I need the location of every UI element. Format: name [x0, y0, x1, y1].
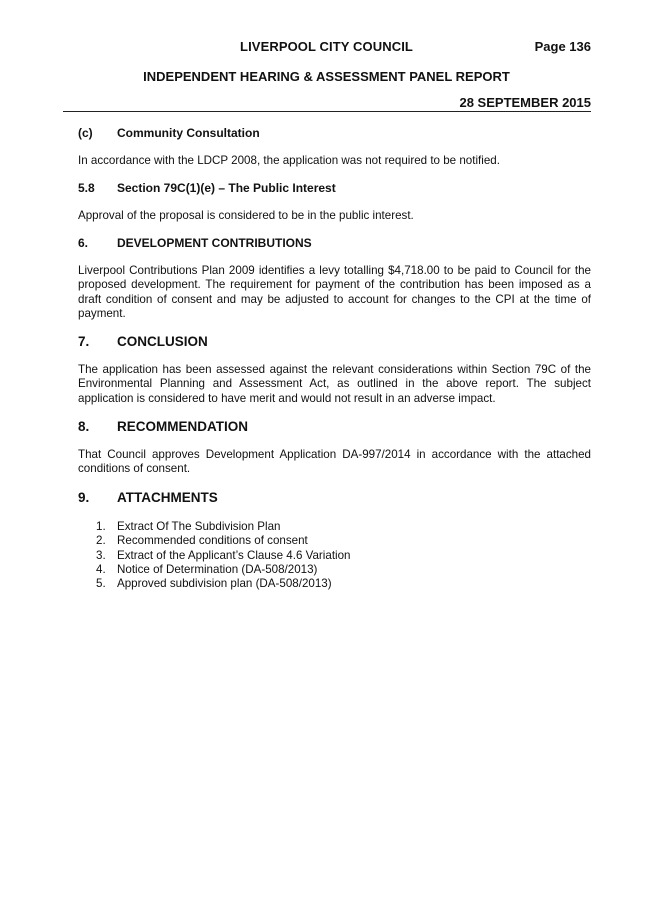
- section-heading-conclusion: [78, 334, 208, 349]
- section-title: DEVELOPMENT CONTRIBUTIONS: [117, 236, 312, 250]
- community-consultation-text: In accordance with the LDCP 2008, the application was not required to be notified.: [78, 154, 500, 167]
- section-heading-public-interest: [78, 181, 336, 195]
- header-divider: [63, 111, 591, 112]
- section-title: Community Consultation: [117, 126, 260, 140]
- recommendation-text: That Council approves Development Application DA-997/2014 in accordance with the attached conditions of consent.: [78, 448, 591, 476]
- section-title: Section 79C(1)(e) – The Public Interest: [117, 181, 336, 195]
- section-heading-development-contributions: [78, 236, 312, 250]
- list-item: 1. Extract Of The Subdivision Plan: [96, 520, 281, 533]
- section-heading-attachments: [78, 490, 218, 505]
- list-item: 5. Approved subdivision plan (DA-508/2013): [96, 577, 332, 591]
- conclusion-text: The application has been assessed against the relevant considerations within Section 79C of the Environmental Planning and Assessment Act, as outlined in the above report. The subject application is considered to have merit and would not result in an adverse impact.: [78, 363, 591, 405]
- section-heading-community-consultation: [78, 126, 260, 140]
- section-number: 8.: [78, 419, 90, 434]
- section-number: 9.: [78, 490, 90, 505]
- section-title: RECOMMENDATION: [117, 419, 248, 434]
- section-number: 6.: [78, 236, 89, 250]
- list-item: 4. Notice of Determination (DA-508/2013): [96, 562, 318, 576]
- section-heading-recommendation: [78, 419, 248, 434]
- section-number: (c): [78, 126, 93, 140]
- section-title: CONCLUSION: [117, 334, 208, 349]
- council-name: LIVERPOOL CITY COUNCIL: [240, 39, 413, 54]
- attachments-list: [96, 520, 351, 591]
- page-number: Page 136: [534, 39, 591, 54]
- report-date: 28 SEPTEMBER 2015: [459, 95, 591, 110]
- list-item: 3. Extract of the Applicant’s Clause 4.6 Variation: [96, 548, 351, 562]
- section-number: 7.: [78, 334, 90, 349]
- section-title: ATTACHMENTS: [117, 490, 218, 505]
- public-interest-text: Approval of the proposal is considered to be in the public interest.: [78, 209, 414, 222]
- development-contributions-text: Liverpool Contributions Plan 2009 identifies a levy totalling $4,718.00 to be paid to Council for the proposed development. The requirement for payment of the contribution has been imposed as a draft condition of consent and may be adjusted to account for changes to the CPI at the time of payment.: [78, 264, 591, 320]
- list-item: 2. Recommended conditions of consent: [96, 534, 308, 548]
- section-number: 5.8: [78, 181, 95, 195]
- report-title: INDEPENDENT HEARING & ASSESSMENT PANEL REPORT: [143, 69, 510, 84]
